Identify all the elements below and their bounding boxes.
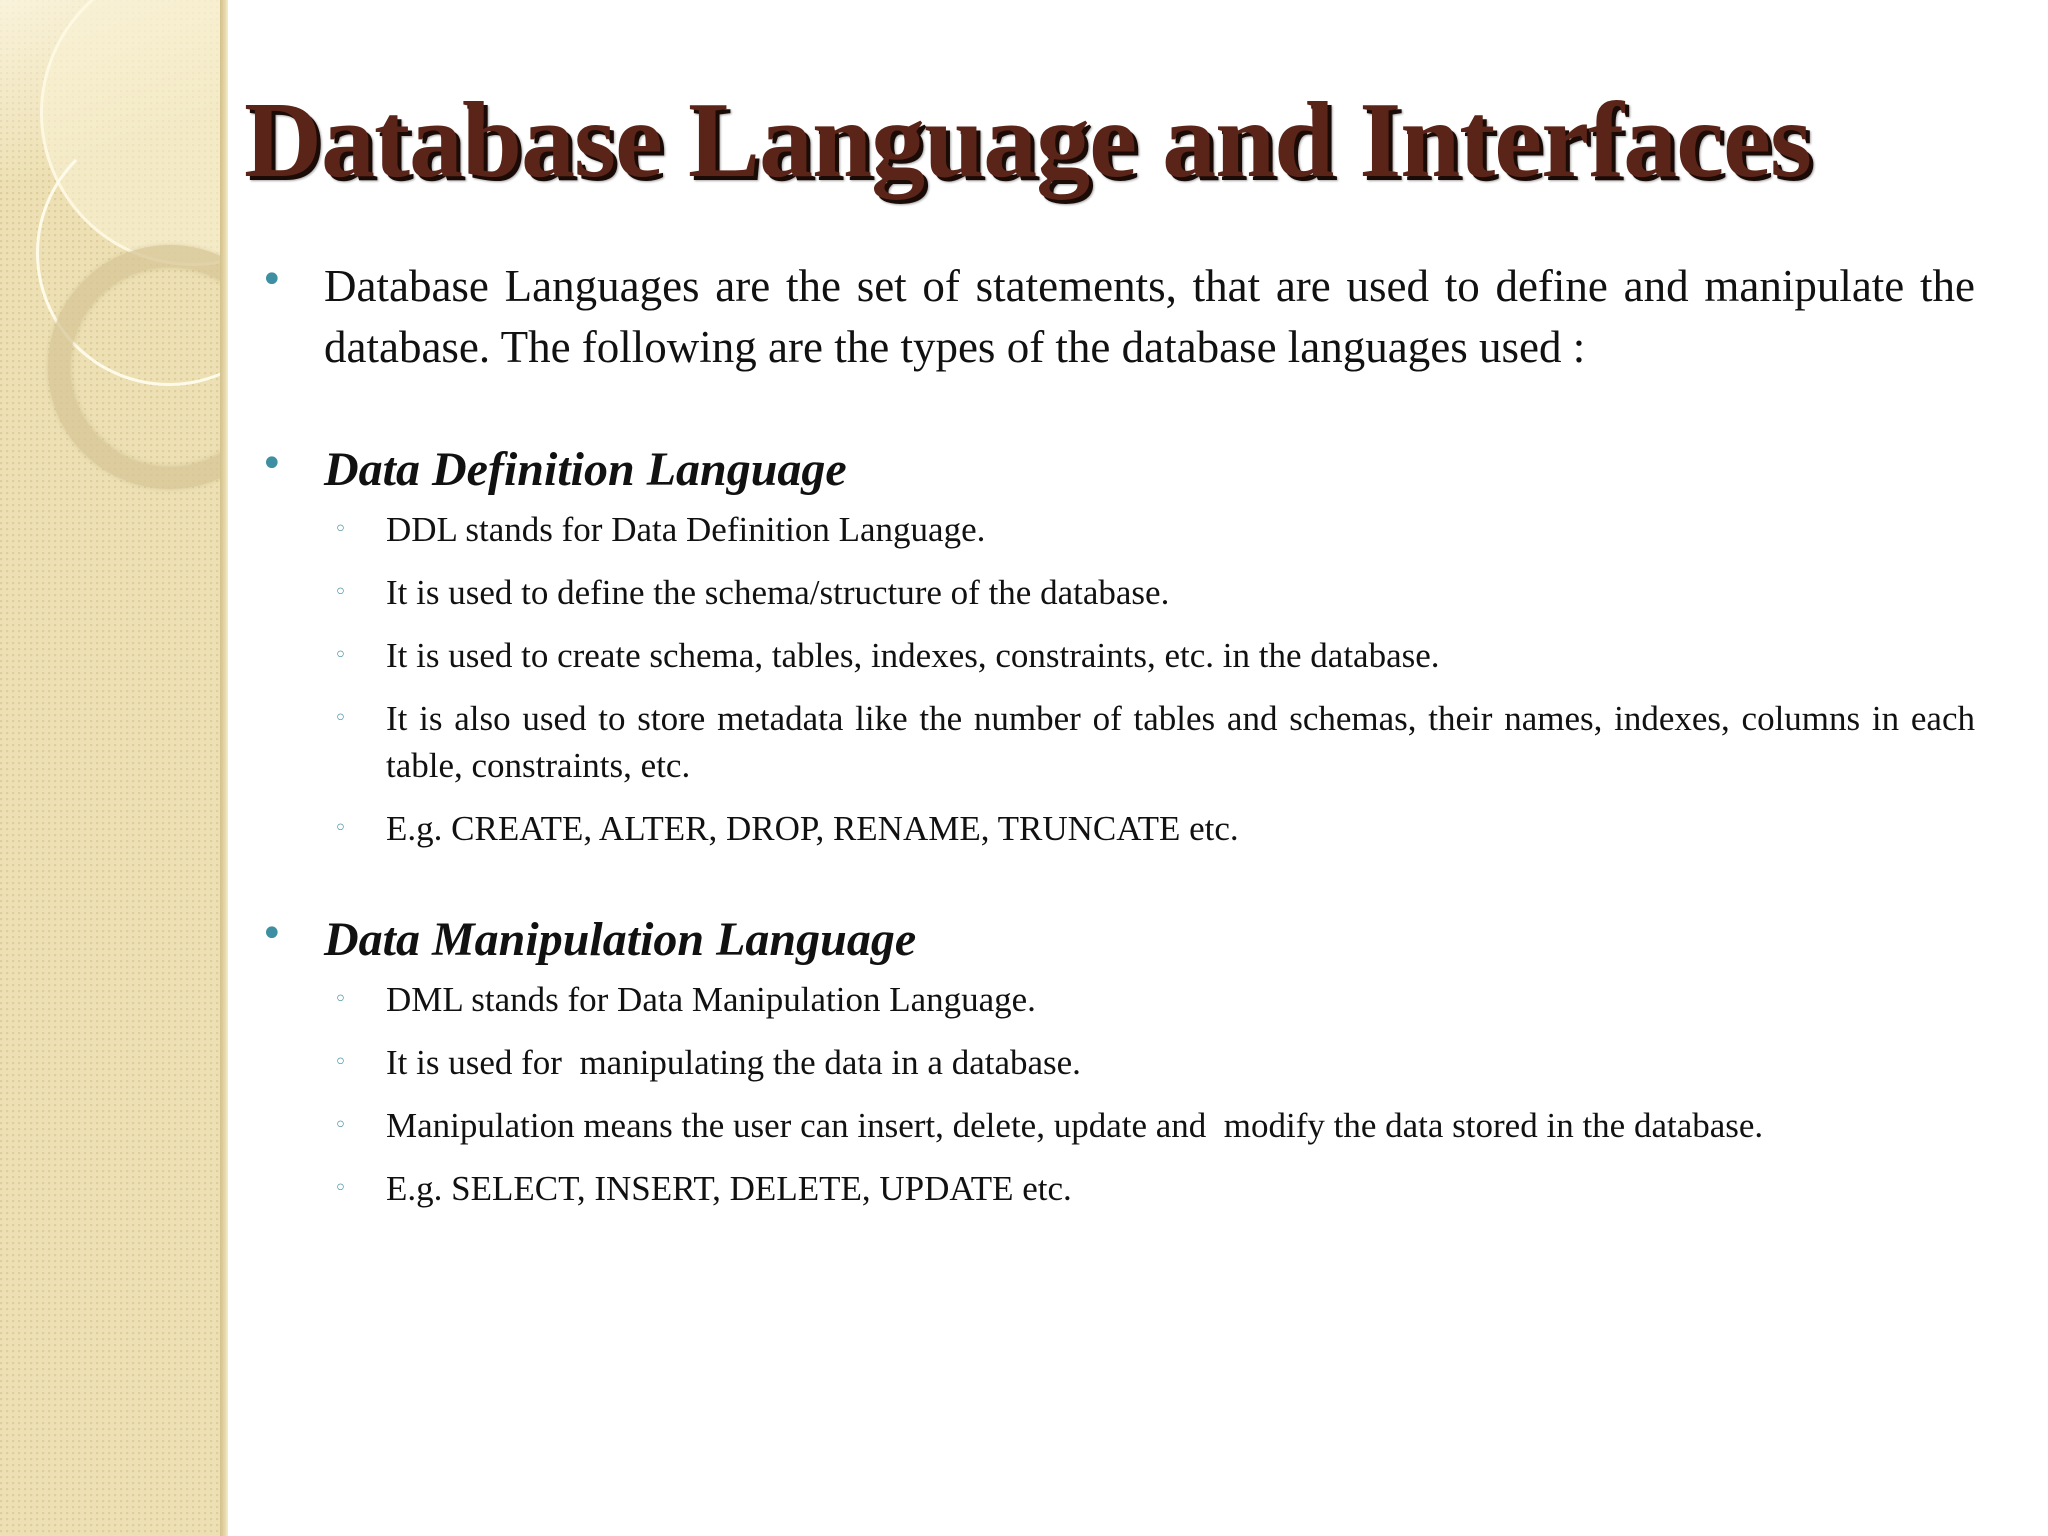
bullet-dot-icon: • <box>260 911 284 957</box>
intro-bullet <box>260 256 1975 378</box>
list-item <box>260 569 1975 616</box>
slide-content <box>260 256 1975 1212</box>
intro-text: Database Languages are the set of statements, that are used to define and manipulate the database. The following are the types of the database languages used : <box>324 261 1975 372</box>
list-item <box>260 1039 1975 1086</box>
bullet-ring-icon: ◦ <box>334 1176 347 1201</box>
list-item-text: DDL stands for Data Definition Language. <box>386 510 986 549</box>
bullet-ring-icon: ◦ <box>334 987 347 1012</box>
bullet-ring-icon: ◦ <box>334 706 347 731</box>
slide-title: Database Language and Interfaces <box>244 81 1812 200</box>
bullet-ring-icon: ◦ <box>334 1050 347 1075</box>
list-item <box>260 1165 1975 1212</box>
ddl-points <box>260 506 1975 852</box>
section-dml <box>260 910 1975 970</box>
list-item-text: It is used to define the schema/structure of the database. <box>386 573 1170 612</box>
list-item <box>260 632 1975 679</box>
list-item-text: E.g. SELECT, INSERT, DELETE, UPDATE etc. <box>386 1169 1072 1208</box>
list-item <box>260 976 1975 1023</box>
section-heading: Data Manipulation Language <box>324 913 917 966</box>
list-item <box>260 506 1975 553</box>
list-item-text: It is also used to store metadata like the number of tables and schemas, their names, indexes, columns in each table, constraints, etc. <box>386 699 1975 785</box>
list-item-text: It is used to create schema, tables, indexes, constraints, etc. in the database. <box>386 636 1440 675</box>
list-item <box>260 1102 1975 1149</box>
section-heading: Data Definition Language <box>324 443 847 496</box>
list-item <box>260 805 1975 852</box>
decorative-sidebar <box>0 0 226 1536</box>
bullet-ring-icon: ◦ <box>334 643 347 668</box>
bullet-ring-icon: ◦ <box>334 517 347 542</box>
list-item <box>260 695 1975 789</box>
bullet-dot-icon: • <box>260 441 284 487</box>
sidebar-edge <box>220 0 228 1536</box>
list-item-text: Manipulation means the user can insert, delete, update and modify the data stored in the database. <box>386 1106 1764 1145</box>
bullet-ring-icon: ◦ <box>334 580 347 605</box>
list-item-text: E.g. CREATE, ALTER, DROP, RENAME, TRUNCATE etc. <box>386 809 1239 848</box>
list-item-text: It is used for manipulating the data in a database. <box>386 1043 1081 1082</box>
bullet-ring-icon: ◦ <box>334 816 347 841</box>
bullet-dot-icon: • <box>260 257 284 303</box>
section-ddl <box>260 440 1975 500</box>
list-item-text: DML stands for Data Manipulation Language. <box>386 980 1036 1019</box>
dml-points <box>260 976 1975 1212</box>
bullet-ring-icon: ◦ <box>334 1113 347 1138</box>
